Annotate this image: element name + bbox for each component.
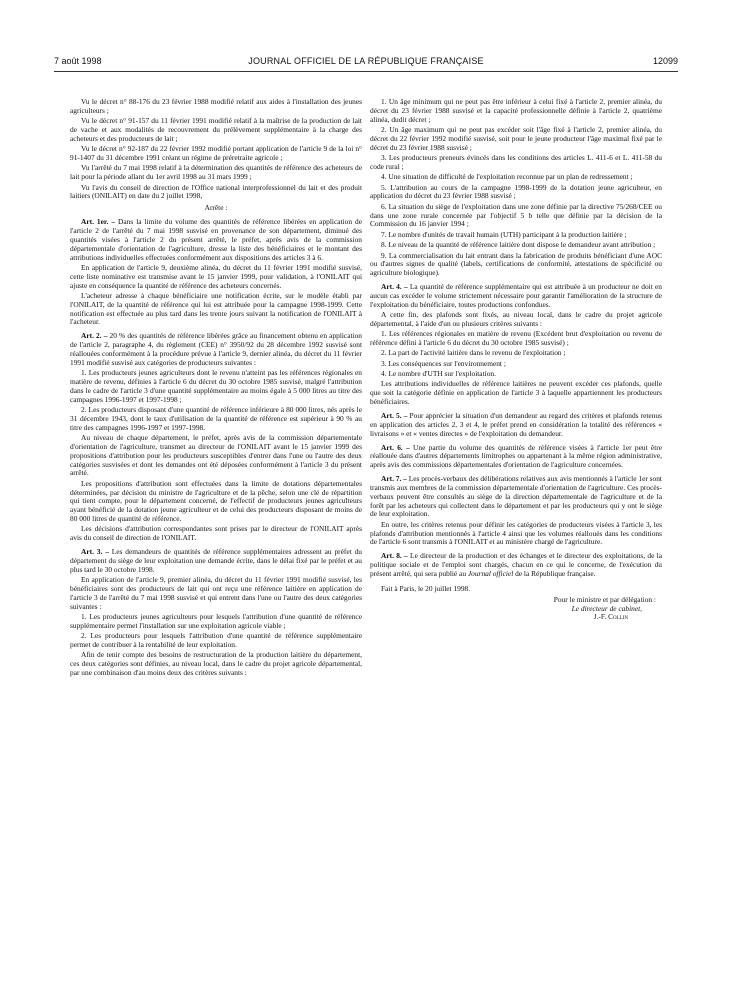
- paragraph-text: 2. Un âge maximum qui ne peut pas excéder soit l'âge fixé à l'article 2, premier alinéa, du décret du 22 février 1992 modifié susvisé, soit pour le jeune producteur l'âge maximal fixé par le décret du 23 février 1988 susvisé ;: [370, 125, 662, 152]
- signature-delegation: Pour le ministre et par délégation :: [553, 594, 656, 604]
- paragraph: [70, 369, 362, 404]
- paragraph-text: 1. Les producteurs jeunes agriculteurs pour lesquels l'attribution d'une quantité de référence supplémentaire permet l'installation sur une exploitation agricole viable ;: [70, 612, 362, 630]
- paragraph: [70, 406, 362, 433]
- paragraph-text: 9. La commercialisation du lait entrant dans la fabrication de produits bénéficiant d'une AOC ou d'autres signes de qualité (labels, certifications de conformité, attestations de spécificité ou agriculture biologique).: [370, 250, 662, 278]
- paragraph-text: En outre, les critères retenus pour définir les catégories de producteurs visées à l'article 3, les plafonds d'attribution mentionnés à l'article 4 ainsi que les volumes réalloués dans les conditions de l'article 6 sont transmis à l'ONILAIT et au ministère chargé de l'agriculture.: [370, 519, 662, 547]
- paragraph-text: Les procès-verbaux des délibérations relatives aux avis mentionnés à l'article 1er sont transmis aux membres de la commission départementale d'orientation de l'agriculture. Ces procès-verbaux peuvent être consultés au siège de la direction départementale de l'agriculture et de la forêt par les acheteurs qui collectent dans le département et par les producteurs qui y ont le siège de leur exploitation.: [370, 474, 662, 519]
- paragraph: [70, 204, 362, 213]
- article-paragraph: [370, 444, 662, 471]
- paragraph: [370, 173, 662, 182]
- paragraph-text: Les demandeurs de quantités de référence supplémentaires adressent au préfet du département du siège de leur exploitation une demande écrite, dans le délai fixé par le préfet et au plus tard le 30 octobre 1998.: [70, 547, 362, 574]
- paragraph-text: Vu l'arrêté du 7 mai 1998 relatif à la détermination des quantités de référence des acheteurs de lait pour la période allant du 1er avril 1998 au 31 mars 1999 ;: [70, 163, 362, 182]
- article-paragraph: [370, 412, 662, 439]
- paragraph: [70, 613, 362, 631]
- right-column: [370, 98, 662, 622]
- paragraph-text: 5. L'attribution au cours de la campagne 1998-1999 de la dotation jeune agriculteur, en application du décret du 23 février 1988 susvisé ;: [370, 182, 662, 201]
- paragraph: [370, 241, 662, 250]
- page-number: 12099: [652, 56, 678, 66]
- paragraph: [370, 98, 662, 125]
- paragraph-text: 8. Le niveau de la quantité de référence laitière dont dispose le demandeur avant attribution ;: [381, 240, 656, 250]
- paragraph-text: 3. Les conséquences sur l'environnement ;: [381, 358, 506, 368]
- article-heading: Art. 4. –: [381, 282, 408, 292]
- paragraph: [70, 525, 362, 543]
- paragraph: [70, 145, 362, 163]
- article-heading: Art. 1er. –: [81, 217, 116, 227]
- paragraph: [70, 184, 362, 202]
- paragraph: [370, 231, 662, 240]
- article-paragraph: [370, 475, 662, 519]
- paragraph: [70, 576, 362, 611]
- article-heading: Art. 2. –: [81, 331, 108, 341]
- paragraph: [370, 154, 662, 172]
- paragraph-text: 1. Un âge minimum qui ne peut pas être inférieur à celui fixé à l'article 2, premier alinéa, du décret du 23 février 1988 susvisé et la capacité professionnelle définie à l'article 2, quatrième alinéa, dudit décret ;: [370, 97, 662, 124]
- paragraph: [370, 370, 662, 379]
- article-paragraph: [70, 218, 362, 262]
- left-column: [70, 98, 362, 679]
- paragraph: [70, 434, 362, 478]
- paragraph-text: 2. La part de l'activité laitière dans le revenu de l'exploitation ;: [381, 348, 566, 358]
- paragraph-text: 20 % des quantités de référence libérées grâce au financement obtenu en application de l'article 2, paragraphe 4, du règlement (CEE) n° 3950/92 du 28 décembre 1992 susvisé sont réallouées conformément à la procédure prévue à l'article 9, dernier alinéa, du décret du 11 février 1991 modifié susvisé aux catégories de producteurs suivantes :: [70, 331, 362, 367]
- paragraph-text: Le directeur de la production et des échanges et le directeur des exploitations, de la politique sociale et de l'emploi sont chargés, chacun en ce qui le concerne, de l'exécution du présent arrêté, qui sera publié au: [370, 551, 662, 578]
- paragraph-text: 6. La situation du siège de l'exploitation dans une zone définie par la directive 75/268/CEE ou dans une zone rurale concernée par l'objectif 5 b telle que définie par la décision de la Commission du 16 janvier 1994 ;: [370, 201, 662, 229]
- paragraph-text: Une partie du volume des quantités de référence visées à l'article 1er peut être réallouée dans d'autres départements limitrophes ou appartenant à la même région administrative, après avis des commissions départementales d'orientation de l'agriculture concernées.: [370, 442, 662, 470]
- article-heading: Art. 7. –: [381, 474, 407, 484]
- paragraph-text: Vu l'avis du conseil de direction de l'Office national interprofessionnel du lait et des produit laitiers (ONILAIT) en date du 2 juillet 1998,: [70, 182, 362, 201]
- article-paragraph: [70, 332, 362, 367]
- paragraph: [370, 252, 662, 279]
- paragraph: [370, 203, 662, 230]
- paragraph-text: La quantité de référence supplémentaire qui est attribuée à un producteur ne doit en aucun cas excéder le volume strictement nécessaire pour garantir l'amélioration de la structure de l'exploitation du bénéficiaire, toutes productions confondues.: [370, 282, 662, 309]
- article-heading: Art. 8. –: [381, 551, 408, 561]
- paragraph-text: 4. Le nombre d'UTH sur l'exploitation.: [381, 369, 496, 379]
- paragraph-text: Afin de tenir compte des besoins de restructuration de la production laitière du département, ces deux catégories sont définies, au niveau local, dans le cadre du projet agricole départemental, par une combinaison d'au moins deux des critères suivants :: [70, 650, 362, 678]
- paragraph: [370, 521, 662, 548]
- paragraph-text: 1. Les références régionales en matière de revenu (Excédent brut d'exploitation ou revenu de référence défini à l'article 6 du décret du 30 octobre 1985 susvisé) ;: [370, 329, 662, 348]
- header-rule: [54, 71, 678, 72]
- right-column-body: [370, 98, 662, 579]
- paragraph: [370, 380, 662, 407]
- paragraph-text: Pour apprécier la situation d'un demandeur au regard des critères et plafonds retenus en application des articles 2, 3 et 4, le préfet prend en considération la totalité des références « livraisons » et « ventes directes » de l'exploitation du demandeur.: [370, 411, 662, 438]
- paragraph-text: Vu le décret n° 91-157 du 11 février 1991 modifié relatif à la maîtrise de la production de lait de vache et aux modalités de recouvrement du prélèvement supplémentaire à la charge des acheteurs et des producteurs de lait ;: [70, 116, 362, 143]
- paragraph-text: En application de l'article 9, deuxième alinéa, du décret du 11 février 1991 modifié susvisé, cette liste nominative est transmise avant le 15 janvier 1999, pour validation, à l'ONILAIT qui ajuste en conséquence la quantité de référence des acheteurs concernés.: [70, 262, 362, 290]
- page-header: [54, 56, 678, 70]
- paragraph-tail: de la République française.: [513, 569, 596, 578]
- paragraph: [370, 126, 662, 153]
- paragraph-text: Les propositions d'attribution sont effectuées dans la limite de dotations départementales déterminées, par décision du ministre de l'agriculture et de la pêche, selon une clé de répartition qui tient compte, pour le département concerné, de l'effectif de producteurs jeunes agriculteurs ayant bénéficié de la dotation jeune agriculteur et de celui des producteurs disposant de moins de 80 000 litres de quantité de référence.: [70, 478, 362, 524]
- paragraph: [370, 311, 662, 329]
- article-heading: Art. 6. –: [381, 442, 410, 452]
- signature-title-text: Le directeur de cabinet,: [571, 603, 642, 613]
- article-paragraph: [70, 548, 362, 575]
- signature-place-date: Fait à Paris, le 20 juillet 1998.: [381, 583, 471, 593]
- paragraph: [70, 164, 362, 182]
- paragraph-text: Les décisions d'attribution correspondantes sont prises par le directeur de l'ONILAIT après avis du conseil de direction de l'ONILAIT.: [70, 524, 362, 543]
- paragraph-text: A cette fin, des plafonds sont fixés, au niveau local, dans le cadre du projet agricole départemental, à l'aide d'un ou plusieurs critères suivants :: [370, 310, 662, 328]
- paragraph: [70, 632, 362, 650]
- publication-date: 7 août 1998: [54, 56, 102, 66]
- paragraph: [370, 330, 662, 348]
- paragraph-text: Vu le décret n° 88-176 du 23 février 1988 modifié relatif aux aides à l'installation des jeunes agriculteurs ;: [70, 97, 362, 115]
- paragraph: [370, 360, 662, 369]
- paragraph: [370, 184, 662, 202]
- article-paragraph: [370, 552, 662, 579]
- paragraph-text: Les attributions individuelles de référence laitières ne peuvent excéder ces plafonds, quelle que soit la catégorie définie en application de l'article 3 à laquelle appartiennent les producteurs bénéficiaires.: [370, 379, 662, 407]
- paragraph-text: L'acheteur adresse à chaque bénéficiaire une notification écrite, sur le modèle établi par l'ONILAIT, de la quantité de référence qui lui est attribuée pour la campagne 1998-1999. Cette notification est effectuée au plus tard dans les trente jours suivant la notification de l'ONILAIT à l'acheteur.: [70, 290, 362, 327]
- paragraph: [70, 117, 362, 144]
- paragraph: [70, 651, 362, 678]
- paragraph-text: 4. Une situation de difficulté de l'exploitation reconnue par un plan de redressement ;: [381, 172, 633, 182]
- paragraph-text: Arrête :: [204, 203, 228, 213]
- paragraph-text: 2. Les producteurs pour lesquels l'attribution d'une quantité de référence supplémentaire permet de contribuer à la rentabilité de leur exploitation.: [70, 631, 362, 650]
- article-paragraph: [370, 283, 662, 310]
- paragraph-text: 7. Le nombre d'unités de travail humain (UTH) participant à la production laitière ;: [381, 229, 627, 239]
- paragraph-text: 2. Les producteurs disposant d'une quantité de référence inférieure à 80 000 litres, nés après le 31 décembre 1943, dont le taux d'utilisation de la quantité de référence est supérieur à 90 % au titre des campagnes 1996-1997 et 1997-1998.: [70, 405, 362, 432]
- paragraph: [370, 349, 662, 358]
- paragraph-text: 3. Les producteurs preneurs évincés dans les conditions des articles L. 411-6 et L. 411-58 du code rural ;: [370, 153, 662, 171]
- paragraph-text: 1. Les producteurs jeunes agriculteurs dont le revenu n'atteint pas les références régionales en matière de revenu, définies à l'article 6 du décret du 30 octobre 1985 susvisé, malgré l'attribution dans le cadre de l'article 3 d'une quantité supplémentaire au moins égale à 5 000 litres au titre des campagnes 1996-1997 et 1997-1998 ;: [70, 368, 362, 404]
- paragraph-text: En application de l'article 9, premier alinéa, du décret du 11 février 1991 modifié susvisé, les bénéficiaires sont des producteurs de lait qui ont reçu une référence laitière en application de l'article 3 de l'arrêté du 7 mai 1998 susvisé et qui entrent dans l'une ou l'autre des deux catégories suivantes :: [70, 575, 362, 611]
- journal-title: JOURNAL OFFICIEL DE LA RÉPUBLIQUE FRANÇAISE: [248, 56, 484, 66]
- paragraph: [70, 98, 362, 116]
- paragraph: [70, 292, 362, 327]
- article-heading: Art. 3. –: [81, 547, 109, 557]
- paragraph-text: Dans la limite du volume des quantités de référence libérées en application de l'article 2 de l'arrêté du 7 mai 1998 susvisé en provenance de son département, diminué des quantités visées à l'article 2 du présent arrêté, le préfet, après avis de la commission départementale d'orientation de l'agriculture, dresse la liste des bénéficiaires et le montant des attributions individuelles effectuées conformément aux dispositions des articles 3 à 6.: [70, 217, 362, 262]
- paragraph: [70, 480, 362, 524]
- paragraph: [70, 264, 362, 291]
- journal-reference: Journal officiel: [467, 569, 514, 578]
- signature-name: J.-F. Collin: [593, 612, 628, 622]
- paragraph-text: Au niveau de chaque département, le préfet, après avis de la commission départementale d'orientation de l'agriculture, transmet au directeur de l'ONILAIT avant le 15 janvier 1999 des propositions d'attribution pour les producteurs susceptibles d'entrer dans l'une ou l'autre des deux catégories susvisées et dont les demandes ont été déposées conformément à l'article 3 du présent arrêté.: [70, 433, 362, 478]
- paragraph-text: Vu le décret n° 92-187 du 22 février 1992 modifié portant application de l'article 9 de la loi n° 91-1407 du 31 décembre 1991 créant un régime de préretraite agricole ;: [70, 144, 362, 163]
- article-heading: Art. 5. –: [381, 411, 408, 420]
